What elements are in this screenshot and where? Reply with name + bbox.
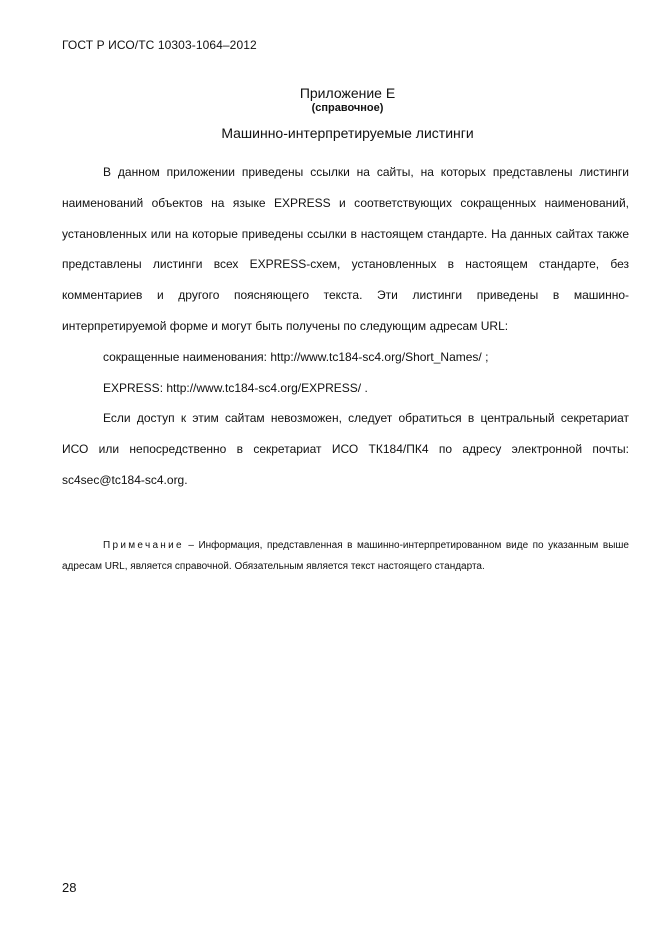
page-number: 28 xyxy=(62,880,77,895)
note-text: – Информация, представленная в машинно-интерпретированном виде по указанным выше адресам URL, является справочной. Обязательным является текст настоящего стандарта. xyxy=(62,540,629,572)
paragraph-contact: Если доступ к этим сайтам невозможен, следует обратиться в центральный секретариат ИСО или непосредственно в секретариат ИСО ТК184/ПК4 по адресу электронной почты: sc4sec@tc184-sc4.org. xyxy=(62,411,629,487)
appendix-title: Приложение Е xyxy=(299,85,396,101)
paragraph-url-short-names: сокращенные наименования: http://www.tc184-sc4.org/Short_Names/ ; xyxy=(103,349,489,364)
note-block xyxy=(62,535,629,577)
paragraph-url-express: EXPRESS: http://www.tc184-sc4.org/EXPRESS/ . xyxy=(103,380,368,395)
section-title: Машинно-интерпретируемые листинги xyxy=(221,125,474,141)
document-body xyxy=(62,157,629,496)
paragraph-intro: В данном приложении приведены ссылки на сайты, на которых представлены листинги наименований объектов на языке EXPRESS и соответствующих сокращенных наименований, установленных или на которые приведены ссылки в настоящем стандарте. На данных сайтах также представлены листинги всех EXPRESS-схем, установленных в настоящем стандарте, без комментариев и другого поясняющего текста. Эти листинги приведены в машинно-интерпретируемой форме и могут быть получены по следующим адресам URL: xyxy=(62,165,629,333)
note-label: Примечание xyxy=(103,540,184,551)
standard-code-header: ГОСТ Р ИСО/ТС 10303-1064–2012 xyxy=(62,38,257,52)
appendix-subtitle: (справочное) xyxy=(311,102,384,114)
appendix-heading xyxy=(0,85,661,115)
